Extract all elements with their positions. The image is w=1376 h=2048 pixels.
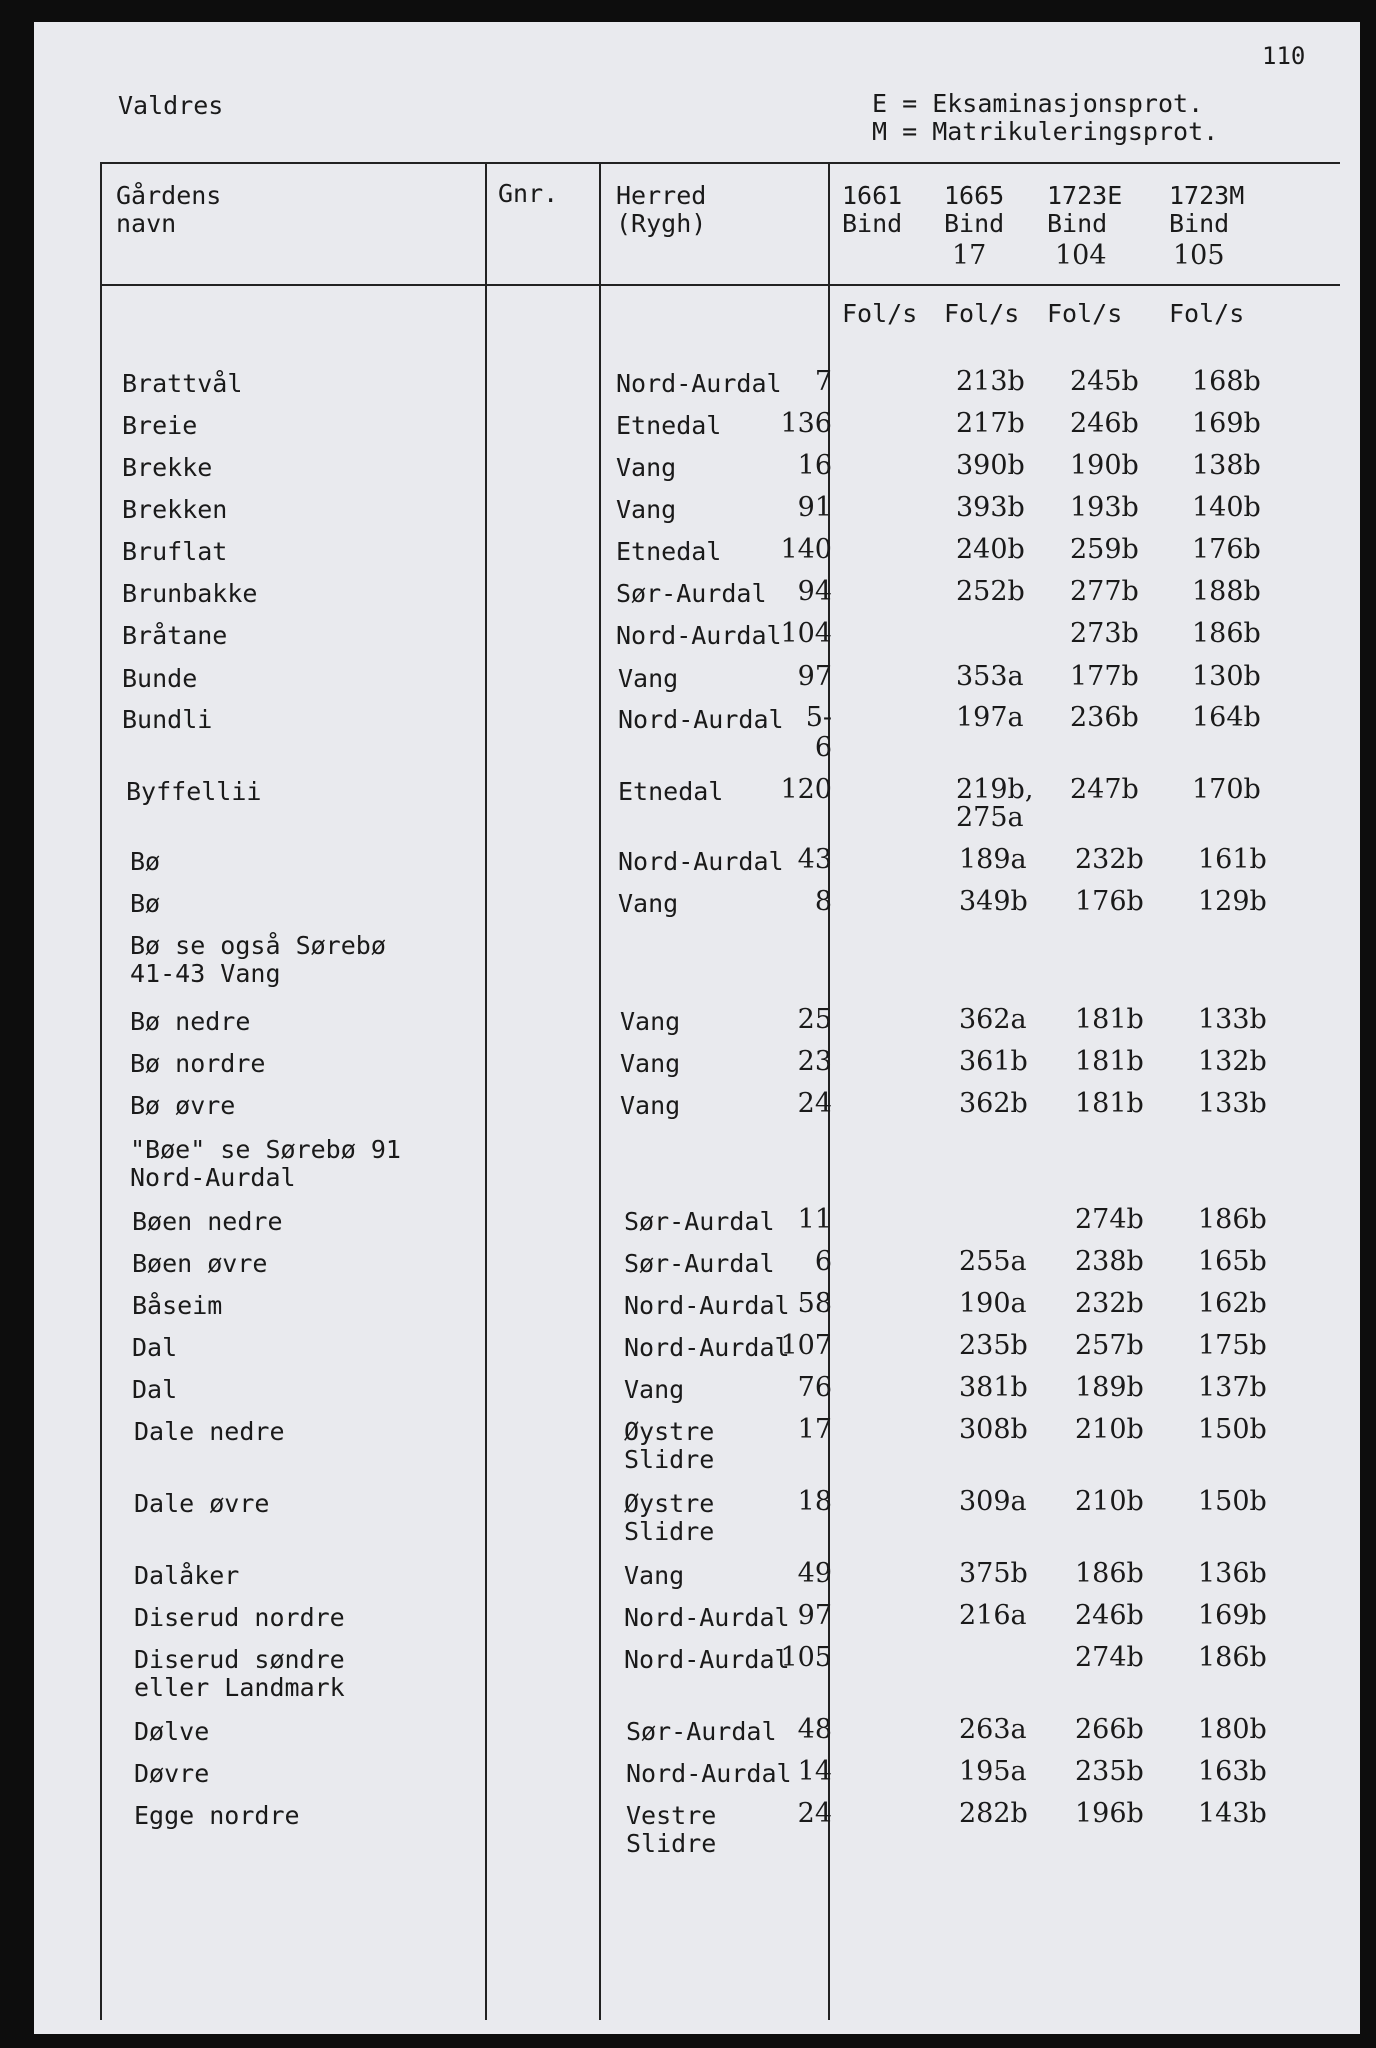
folio-1723e: 236b	[1070, 702, 1139, 733]
herred-name: Vang	[616, 495, 677, 524]
subheader-fols-1723e: Fol/s	[1047, 299, 1123, 328]
folio-1723e: 266b	[1075, 1714, 1144, 1745]
folio-1665: 189a	[959, 844, 1027, 875]
folio-1723e: 232b	[1075, 844, 1144, 875]
farm-name: Dal	[132, 1375, 178, 1404]
gnr-value: 120	[780, 774, 832, 805]
folio-1665: 282b	[959, 1798, 1028, 1829]
folio-1723e: 190b	[1070, 450, 1139, 481]
folio-1665: 353a	[956, 661, 1024, 692]
gnr-value: 7	[814, 366, 832, 397]
herred-name: Etnedal	[616, 537, 722, 566]
header-herred-line-1: Herred	[616, 181, 707, 210]
folio-1665: 275a	[956, 802, 1024, 833]
folio-1723m: 137b	[1198, 1372, 1267, 1403]
gnr-value: 23	[797, 1046, 832, 1077]
folio-1723m: 186b	[1198, 1204, 1267, 1235]
gnr-value: 24	[797, 1798, 832, 1829]
gnr-value: 43	[797, 844, 832, 875]
header-1723m-volume: 105	[1173, 240, 1225, 271]
gnr-value: 97	[797, 1600, 832, 1631]
gnr-value: 18	[797, 1486, 832, 1517]
herred-name: Vang	[618, 889, 679, 918]
folio-1665: 255a	[959, 1246, 1027, 1277]
herred-name: Sør-Aurdal	[624, 1249, 775, 1278]
folio-1723e: 193b	[1070, 492, 1139, 523]
folio-1723e: 246b	[1070, 408, 1139, 439]
header-1661-bind: Bind	[842, 209, 903, 238]
farm-name: Bøen nedre	[132, 1207, 283, 1236]
folio-1723e: 181b	[1075, 1046, 1144, 1077]
gnr-value: 107	[780, 1330, 832, 1361]
folio-1723m: 130b	[1192, 661, 1261, 692]
folio-1723e: 257b	[1075, 1330, 1144, 1361]
herred-name: Nord-Aurdal	[618, 847, 784, 876]
herred-name: Nord-Aurdal	[626, 1759, 792, 1788]
herred-name: Sør-Aurdal	[624, 1207, 775, 1236]
gnr-value: 136	[780, 408, 832, 439]
herred-name: Etnedal	[616, 411, 722, 440]
farm-name: Bø	[130, 889, 161, 918]
folio-1665: 190a	[959, 1288, 1027, 1319]
folio-1665: 235b	[959, 1330, 1028, 1361]
farm-name: Dale nedre	[134, 1417, 285, 1446]
folio-1723m: 136b	[1198, 1558, 1267, 1589]
herred-name: Nord-Aurdal	[624, 1603, 790, 1632]
herred-name: Nord-Aurdal	[624, 1333, 790, 1362]
gnr-value: 16	[797, 450, 832, 481]
farm-name: Bunde	[122, 664, 198, 693]
gnr-value: 5-	[805, 702, 832, 733]
folio-1723e: 273b	[1070, 618, 1139, 649]
herred-name: Vang	[620, 1049, 681, 1078]
folio-1665: 309a	[959, 1486, 1027, 1517]
farm-name: Brattvål	[122, 369, 243, 398]
farm-name: Bø øvre	[130, 1091, 236, 1120]
header-bottom-rule	[100, 284, 1340, 286]
gnr-value: 11	[797, 1204, 832, 1235]
herred-name: Nord-Aurdal	[616, 369, 782, 398]
legend-line-1: E = Eksaminasjonsprot.	[872, 89, 1204, 118]
folio-1723m: 175b	[1198, 1330, 1267, 1361]
folio-1723m: 186b	[1192, 618, 1261, 649]
herred-name: Slidre	[624, 1517, 715, 1546]
farm-name: Diserud nordre	[134, 1603, 345, 1632]
farm-name: Breie	[122, 411, 198, 440]
folio-1723e: 176b	[1075, 886, 1144, 917]
folio-1723m: 140b	[1192, 492, 1261, 523]
folio-1723e: 186b	[1075, 1558, 1144, 1589]
folio-1723m: 161b	[1198, 844, 1267, 875]
folio-1665: 349b	[959, 886, 1028, 917]
farm-name: Bundli	[122, 705, 213, 734]
herred-name: Sør-Aurdal	[626, 1717, 777, 1746]
farm-name: Brunbakke	[122, 579, 258, 608]
folio-1723e: 245b	[1070, 366, 1139, 397]
gnr-value: 6	[814, 732, 832, 763]
gnr-value: 49	[797, 1558, 832, 1589]
table-top-rule	[100, 162, 1340, 164]
folio-1723e: 232b	[1075, 1288, 1144, 1319]
header-1723m-bind: Bind	[1169, 209, 1230, 238]
col-line-left	[100, 162, 102, 2020]
gnr-value: 76	[797, 1372, 832, 1403]
folio-1723e: 210b	[1075, 1414, 1144, 1445]
subheader-fols-1723m: Fol/s	[1169, 299, 1245, 328]
page-number: 110	[1262, 42, 1306, 70]
folio-1723e: 181b	[1075, 1088, 1144, 1119]
folio-1665: 362b	[959, 1088, 1028, 1119]
gnr-value: 25	[797, 1004, 832, 1035]
folio-1723m: 169b	[1192, 408, 1261, 439]
header-1665-year: 1665	[944, 181, 1005, 210]
farm-name: Bruflat	[122, 537, 228, 566]
header-name-line-1: Gårdens	[116, 181, 222, 210]
folio-1723m: 132b	[1198, 1046, 1267, 1077]
folio-1665: 217b	[956, 408, 1025, 439]
farm-name: Døvre	[134, 1759, 210, 1788]
header-herred-line-2: (Rygh)	[616, 209, 707, 238]
folio-1665: 216a	[959, 1600, 1027, 1631]
gnr-value: 17	[797, 1414, 832, 1445]
gnr-value: 94	[797, 576, 832, 607]
farm-name: Byffellii	[126, 777, 262, 806]
farm-name: Nord-Aurdal	[130, 1163, 296, 1192]
col-line-herred	[599, 162, 601, 2020]
header-1661-year: 1661	[842, 181, 903, 210]
herred-name: Slidre	[626, 1829, 717, 1858]
folio-1723m: 164b	[1192, 702, 1261, 733]
farm-name: Bråtane	[122, 621, 228, 650]
folio-1723e: 210b	[1075, 1486, 1144, 1517]
folio-1665: 375b	[959, 1558, 1028, 1589]
folio-1665: 361b	[959, 1046, 1028, 1077]
herred-name: Øystre	[624, 1417, 715, 1446]
col-line-gnr	[485, 162, 487, 2020]
folio-1665: 195a	[959, 1756, 1027, 1787]
herred-name: Vang	[620, 1007, 681, 1036]
header-1665-bind: Bind	[944, 209, 1005, 238]
folio-1723e: 189b	[1075, 1372, 1144, 1403]
farm-name: Diserud søndre	[134, 1645, 345, 1674]
herred-name: Slidre	[624, 1445, 715, 1474]
herred-name: Nord-Aurdal	[618, 705, 784, 734]
gnr-value: 105	[780, 1642, 832, 1673]
folio-1723m: 186b	[1198, 1642, 1267, 1673]
folio-1665: 390b	[956, 450, 1025, 481]
farm-name: Bø	[130, 847, 161, 876]
folio-1665: 381b	[959, 1372, 1028, 1403]
folio-1723m: 188b	[1192, 576, 1261, 607]
folio-1723m: 163b	[1198, 1756, 1267, 1787]
gnr-value: 24	[797, 1088, 832, 1119]
herred-name: Etnedal	[618, 777, 724, 806]
region-title: Valdres	[118, 91, 224, 120]
gnr-value: 48	[797, 1714, 832, 1745]
herred-name: Øystre	[624, 1489, 715, 1518]
folio-1723e: 181b	[1075, 1004, 1144, 1035]
folio-1665: 252b	[956, 576, 1025, 607]
folio-1665: 213b	[956, 366, 1025, 397]
gnr-value: 91	[797, 492, 832, 523]
folio-1665: 263a	[959, 1714, 1027, 1745]
farm-name: Egge nordre	[134, 1801, 300, 1830]
header-1723m-year: 1723M	[1169, 181, 1245, 210]
farm-name: Dalåker	[134, 1561, 240, 1590]
folio-1723e: 235b	[1075, 1756, 1144, 1787]
folio-1723m: 168b	[1192, 366, 1261, 397]
farm-name: Båseim	[132, 1291, 223, 1320]
folio-1723e: 247b	[1070, 774, 1139, 805]
header-1723e-volume: 104	[1055, 240, 1107, 271]
gnr-value: 14	[797, 1756, 832, 1787]
folio-1723e: 274b	[1075, 1642, 1144, 1673]
folio-1723m: 129b	[1198, 886, 1267, 917]
folio-1723e: 196b	[1075, 1798, 1144, 1829]
farm-name: Brekke	[122, 453, 213, 482]
folio-1665: 197a	[956, 702, 1024, 733]
legend-line-2: M = Matrikuleringsprot.	[872, 117, 1219, 146]
herred-name: Nord-Aurdal	[624, 1645, 790, 1674]
herred-name: Vang	[620, 1091, 681, 1120]
gnr-value: 58	[797, 1288, 832, 1319]
header-1665-volume: 17	[952, 240, 987, 271]
farm-name: eller Landmark	[134, 1673, 345, 1702]
farm-name: Dølve	[134, 1717, 210, 1746]
herred-name: Vang	[616, 453, 677, 482]
gnr-value: 6	[814, 1246, 832, 1277]
folio-1665: 219b,	[956, 774, 1034, 805]
herred-name: Vang	[624, 1561, 685, 1590]
farm-name: Bø nedre	[130, 1007, 251, 1036]
folio-1723m: 138b	[1192, 450, 1261, 481]
farm-name: Bø nordre	[130, 1049, 266, 1078]
herred-name: Nord-Aurdal	[624, 1291, 790, 1320]
gnr-value: 140	[780, 534, 832, 565]
herred-name: Vang	[624, 1375, 685, 1404]
folio-1723e: 259b	[1070, 534, 1139, 565]
herred-name: Vestre	[626, 1801, 717, 1830]
folio-1723e: 238b	[1075, 1246, 1144, 1277]
folio-1723m: 133b	[1198, 1088, 1267, 1119]
subheader-fols-1661: Fol/s	[842, 299, 918, 328]
herred-name: Sør-Aurdal	[616, 579, 767, 608]
farm-name: Dale øvre	[134, 1489, 270, 1518]
header-1723e-bind: Bind	[1047, 209, 1108, 238]
header-1723e-year: 1723E	[1047, 181, 1123, 210]
herred-name: Vang	[618, 664, 679, 693]
farm-name: "Bøe" se Sørebø 91	[130, 1135, 401, 1164]
folio-1723m: 162b	[1198, 1288, 1267, 1319]
folio-1665: 240b	[956, 534, 1025, 565]
header-gnr: Gnr.	[498, 179, 559, 208]
folio-1665: 393b	[956, 492, 1025, 523]
folio-1723m: 169b	[1198, 1600, 1267, 1631]
folio-1723e: 277b	[1070, 576, 1139, 607]
header-name-line-2: navn	[116, 209, 177, 238]
farm-name: Brekken	[122, 495, 228, 524]
folio-1723m: 143b	[1198, 1798, 1267, 1829]
folio-1723m: 180b	[1198, 1714, 1267, 1745]
folio-1723m: 170b	[1192, 774, 1261, 805]
herred-name: Nord-Aurdal	[616, 621, 782, 650]
folio-1723e: 177b	[1070, 661, 1139, 692]
gnr-value: 97	[797, 661, 832, 692]
folio-1665: 362a	[959, 1004, 1027, 1035]
document-page	[34, 22, 1360, 2034]
folio-1723m: 133b	[1198, 1004, 1267, 1035]
farm-name: Bø se også Sørebø	[130, 931, 386, 960]
gnr-value: 104	[780, 618, 832, 649]
gnr-value: 8	[814, 886, 832, 917]
farm-name: 41-43 Vang	[130, 959, 281, 988]
folio-1723e: 274b	[1075, 1204, 1144, 1235]
folio-1723m: 150b	[1198, 1414, 1267, 1445]
farm-name: Bøen øvre	[132, 1249, 268, 1278]
folio-1723m: 150b	[1198, 1486, 1267, 1517]
subheader-fols-1665: Fol/s	[944, 299, 1020, 328]
folio-1665: 308b	[959, 1414, 1028, 1445]
farm-name: Dal	[132, 1333, 178, 1362]
folio-1723m: 176b	[1192, 534, 1261, 565]
folio-1723e: 246b	[1075, 1600, 1144, 1631]
folio-1723m: 165b	[1198, 1246, 1267, 1277]
